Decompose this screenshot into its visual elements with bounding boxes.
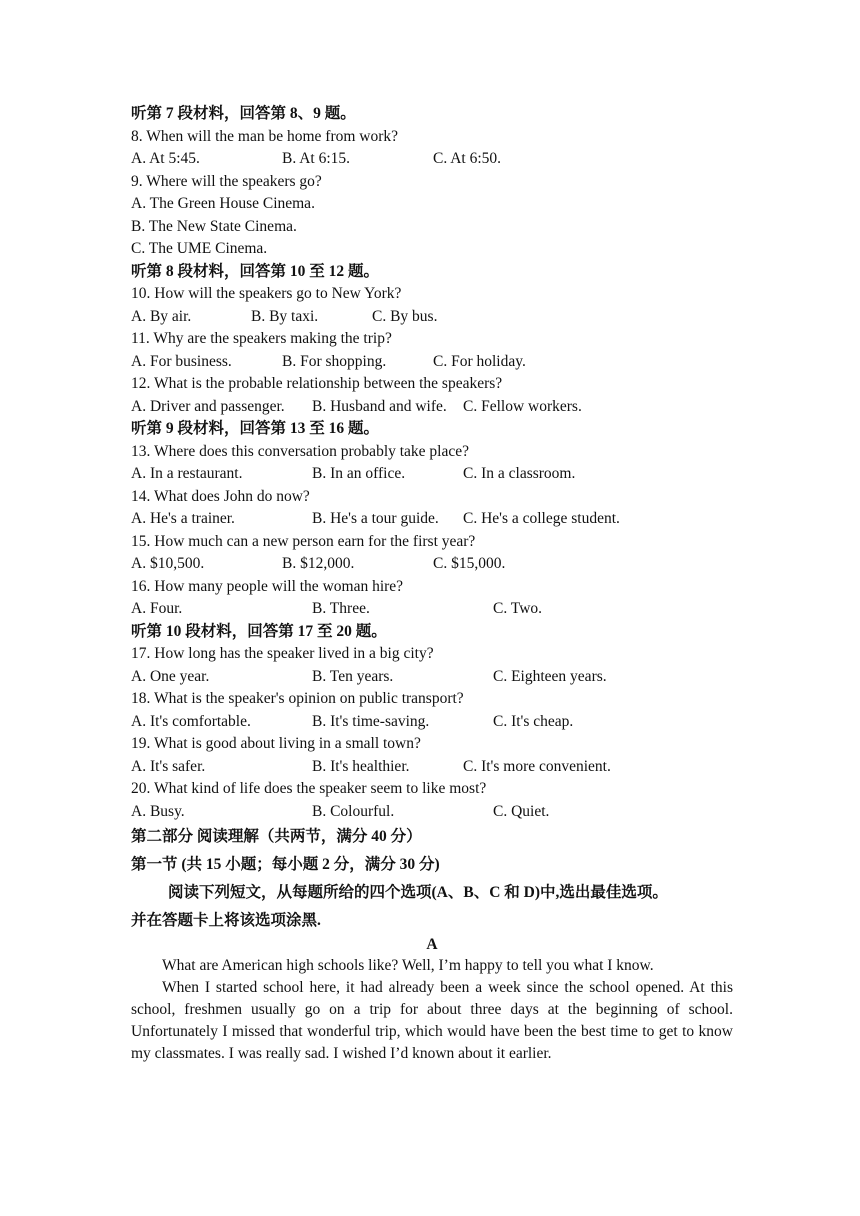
section-heading: 听第 10 段材料，回答第 17 至 20 题。 bbox=[131, 622, 387, 640]
answer-option: C. In a classroom. bbox=[463, 465, 576, 482]
listening-section bbox=[131, 103, 733, 823]
answer-option: B. It's healthier. bbox=[312, 757, 410, 775]
answer-option: A. $10,500. bbox=[131, 555, 205, 572]
answer-option: A. By air. bbox=[131, 307, 192, 325]
section-heading: 听第 9 段材料，回答第 13 至 16 题。 bbox=[131, 420, 380, 437]
question-text: 8. When will the man be home from work? bbox=[131, 127, 399, 145]
answer-option: B. Husband and wife. bbox=[312, 397, 447, 415]
answer-option: B. It's time-saving. bbox=[312, 712, 430, 730]
question-text: 20. What kind of life does the speaker seem to like most? bbox=[131, 780, 487, 797]
section-title: 第一节 (共 15 小题；每小题 2 分，满分 30 分) bbox=[131, 856, 440, 873]
answer-option: C. It's more convenient. bbox=[463, 757, 611, 775]
answer-option: C. $15,000. bbox=[433, 555, 506, 572]
passage-label: A bbox=[426, 936, 438, 953]
answer-options-row bbox=[131, 801, 733, 824]
answer-option: C. For holiday. bbox=[433, 352, 526, 370]
answer-option: A. Busy. bbox=[131, 802, 185, 820]
answer-option: A. Four. bbox=[131, 600, 183, 617]
question-text: 18. What is the speaker's opinion on public transport? bbox=[131, 690, 464, 707]
question-text: 11. Why are the speakers making the trip? bbox=[131, 330, 392, 347]
answer-option: C. Quiet. bbox=[493, 802, 550, 820]
answer-option: A. It's safer. bbox=[131, 757, 206, 775]
answer-options-row bbox=[131, 351, 733, 374]
answer-option: A. In a restaurant. bbox=[131, 465, 243, 482]
question-text: 19. What is good about living in a small town? bbox=[131, 735, 421, 752]
question-text: 12. What is the probable relationship between the speakers? bbox=[131, 375, 503, 392]
answer-options-row bbox=[131, 598, 733, 621]
answer-option: B. By taxi. bbox=[251, 307, 319, 325]
question-text: 17. How long has the speaker lived in a big city? bbox=[131, 645, 434, 662]
reading-section bbox=[131, 823, 733, 935]
answer-option: C. Eighteen years. bbox=[493, 667, 607, 685]
answer-option: C. At 6:50. bbox=[433, 150, 502, 167]
answer-option: C. By bus. bbox=[372, 307, 438, 325]
answer-option: B. In an office. bbox=[312, 465, 406, 482]
answer-option: B. At 6:15. bbox=[282, 150, 351, 167]
answer-option: C. Two. bbox=[493, 600, 543, 617]
instruction-line-1: 阅读下列短文，从每题所给的四个选项(A、B、C 和 D)中,选出最佳选项。 bbox=[168, 884, 668, 901]
question-text: 9. Where will the speakers go? bbox=[131, 172, 322, 190]
answer-options-row bbox=[131, 508, 733, 531]
answer-options-row bbox=[131, 711, 733, 734]
question-text: 16. How many people will the woman hire? bbox=[131, 577, 404, 595]
answer-options-row bbox=[131, 756, 733, 779]
answer-option: B. Ten years. bbox=[312, 667, 394, 685]
instruction-line-2: 并在答题卡上将该选项涂黑. bbox=[131, 912, 321, 929]
answer-option: B. For shopping. bbox=[282, 352, 387, 370]
answer-option: A. The Green House Cinema. bbox=[131, 195, 315, 212]
answer-option: C. It's cheap. bbox=[493, 712, 574, 730]
answer-option: C. The UME Cinema. bbox=[131, 240, 268, 257]
answer-option: A. For business. bbox=[131, 352, 232, 370]
answer-options-row bbox=[131, 553, 733, 576]
answer-option: C. He's a college student. bbox=[463, 510, 620, 527]
answer-option: A. Driver and passenger. bbox=[131, 397, 285, 415]
answer-option: A. It's comfortable. bbox=[131, 712, 251, 730]
answer-option: A. One year. bbox=[131, 667, 210, 685]
passage-paragraph: What are American high schools like? Well, I’m happy to tell you what I know. bbox=[162, 957, 654, 974]
answer-options-row bbox=[131, 148, 733, 171]
answer-option: A. At 5:45. bbox=[131, 150, 200, 167]
part-title: 第二部分 阅读理解（共两节，满分 40 分） bbox=[131, 828, 422, 845]
question-text: 14. What does John do now? bbox=[131, 487, 310, 505]
answer-option: A. He's a trainer. bbox=[131, 510, 235, 527]
answer-options-row bbox=[131, 396, 733, 419]
question-text: 13. Where does this conversation probably take place? bbox=[131, 442, 470, 460]
section-heading: 听第 8 段材料，回答第 10 至 12 题。 bbox=[131, 262, 380, 280]
answer-options-row bbox=[131, 666, 733, 689]
answer-option: B. He's a tour guide. bbox=[312, 510, 439, 527]
passage-paragraph: When I started school here, it had already been a week since the school opened. At this school, freshmen usually go on a trip for about three days at the beginning of school. Unfortunately I missed that wonderful trip, which would have been the best time to get to know my classmates. I was really sad. I wished I’d known about it earlier. bbox=[131, 979, 733, 1062]
answer-options-row bbox=[131, 306, 733, 329]
question-text: 15. How much can a new person earn for the first year? bbox=[131, 532, 476, 550]
answer-option: C. Fellow workers. bbox=[463, 397, 582, 415]
answer-option: B. Three. bbox=[312, 600, 370, 617]
section-heading: 听第 7 段材料，回答第 8、9 题。 bbox=[131, 105, 356, 122]
question-text: 10. How will the speakers go to New York? bbox=[131, 285, 402, 302]
answer-options-row bbox=[131, 463, 733, 486]
page-content bbox=[131, 103, 733, 1065]
answer-option: B. The New State Cinema. bbox=[131, 217, 297, 235]
answer-option: B. $12,000. bbox=[282, 555, 355, 572]
answer-option: B. Colourful. bbox=[312, 802, 395, 820]
